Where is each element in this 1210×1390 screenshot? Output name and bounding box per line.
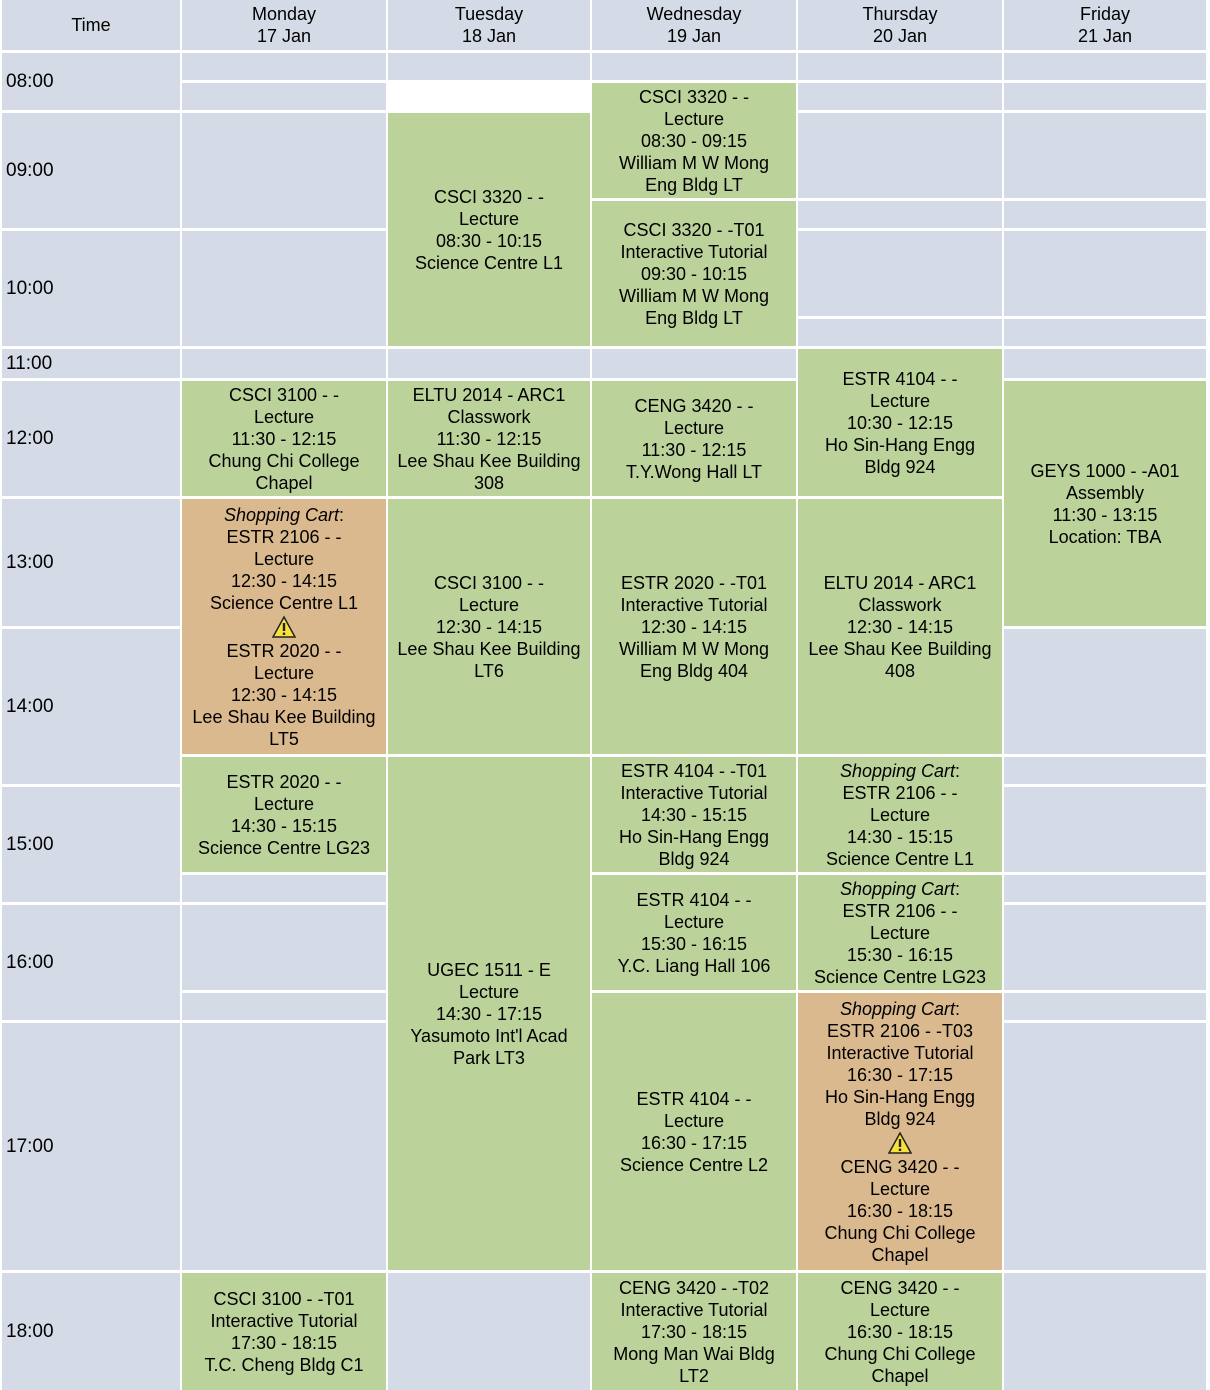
class-type: Lecture xyxy=(663,911,725,932)
day-header-wednesday xyxy=(592,0,796,50)
course-code: CSCI 3320 - - xyxy=(433,186,545,207)
class-location: Science Centre L1 xyxy=(209,592,359,613)
course-code: ESTR 2106 - - xyxy=(842,900,958,921)
class-location: Bldg 924 xyxy=(864,1108,936,1129)
time-label: 15:00 xyxy=(2,787,180,902)
class-type: Lecture xyxy=(869,390,931,411)
course-code: CSCI 3100 - - xyxy=(433,572,545,593)
class-time: 09:30 - 10:15 xyxy=(640,263,748,284)
class-block-fri-geys1000[interactable] xyxy=(1004,381,1206,626)
day-date: 19 Jan xyxy=(666,26,722,46)
class-block-tue-eltu2014[interactable] xyxy=(388,381,590,496)
class-location: Science Centre L1 xyxy=(414,252,564,273)
class-location: Yasumoto Int'l Acad xyxy=(410,1025,568,1046)
empty-slot[interactable] xyxy=(798,113,1002,198)
class-type: Interactive Tutorial xyxy=(620,241,768,262)
class-block-mon-estr2020-lec[interactable] xyxy=(182,757,386,872)
warning-icon xyxy=(272,614,296,640)
class-location: Ho Sin-Hang Engg xyxy=(824,1086,976,1107)
empty-slot[interactable] xyxy=(1004,349,1206,378)
course-code: ESTR 4104 - - xyxy=(842,368,958,389)
time-label: 12:00 xyxy=(2,381,180,496)
empty-slot[interactable] xyxy=(1004,629,1206,754)
class-block-thu-cart-estr2106-b[interactable] xyxy=(798,875,1002,990)
empty-slot[interactable] xyxy=(1004,231,1206,316)
class-location: William M W Mong xyxy=(618,638,769,659)
class-time: 14:30 - 15:15 xyxy=(846,826,954,847)
class-block-wed-csci3320-t01[interactable] xyxy=(592,201,796,346)
day-header-friday xyxy=(1004,0,1206,50)
empty-slot[interactable] xyxy=(1004,757,1206,784)
class-time: 08:30 - 10:15 xyxy=(435,230,543,251)
class-type: Interactive Tutorial xyxy=(620,1299,768,1320)
class-location: Science Centre LG23 xyxy=(813,966,987,987)
empty-slot[interactable] xyxy=(182,905,386,990)
class-time: 14:30 - 17:15 xyxy=(435,1003,543,1024)
class-type: Lecture xyxy=(458,594,520,615)
empty-slot[interactable] xyxy=(182,349,386,378)
day-date: 20 Jan xyxy=(872,26,928,46)
day-header-monday xyxy=(182,0,386,50)
class-location: Lee Shau Kee Building xyxy=(808,638,992,659)
class-block-thu-cart-estr2106-a[interactable] xyxy=(798,757,1002,872)
empty-slot[interactable] xyxy=(1004,875,1206,902)
day-header-tuesday xyxy=(388,0,590,50)
empty-slot[interactable] xyxy=(1004,53,1206,80)
course-code: CENG 3420 - - xyxy=(840,1156,960,1177)
empty-slot[interactable] xyxy=(1004,905,1206,990)
class-block-wed-ceng3420-t02[interactable] xyxy=(592,1273,796,1390)
class-time: 16:30 - 17:15 xyxy=(640,1132,748,1153)
class-location: Ho Sin-Hang Engg xyxy=(618,826,770,847)
class-time: 16:30 - 17:15 xyxy=(846,1064,954,1085)
class-location: Eng Bldg LT xyxy=(645,307,743,328)
class-location: Park LT3 xyxy=(453,1047,525,1068)
warning-icon xyxy=(888,1130,912,1156)
empty-slot[interactable] xyxy=(1004,1023,1206,1270)
time-label: 17:00 xyxy=(2,1023,180,1270)
empty-slot[interactable] xyxy=(1004,201,1206,228)
class-time: 12:30 - 14:15 xyxy=(230,570,338,591)
day-name: Friday xyxy=(1079,4,1130,24)
time-label: 18:00 xyxy=(2,1273,180,1390)
class-type: Lecture xyxy=(869,1299,931,1320)
class-block-wed-estr4104-lec-b[interactable] xyxy=(592,993,796,1270)
class-type: Classwork xyxy=(858,594,942,615)
class-type: Lecture xyxy=(663,108,725,129)
time-label: 16:00 xyxy=(2,905,180,1020)
class-location: Chapel xyxy=(871,1365,929,1386)
day-date: 17 Jan xyxy=(256,26,312,46)
course-code: ESTR 2020 - - xyxy=(226,771,342,792)
class-block-tue-csci3100-lec[interactable] xyxy=(388,499,590,754)
time-label: 10:00 xyxy=(2,231,180,346)
class-location: Ho Sin-Hang Engg xyxy=(824,434,976,455)
empty-slot[interactable] xyxy=(592,349,796,378)
class-type: Lecture xyxy=(253,793,315,814)
empty-slot[interactable] xyxy=(798,319,1002,346)
class-block-mon-csci3100-t01[interactable] xyxy=(182,1273,386,1390)
class-time: 16:30 - 18:15 xyxy=(846,1200,954,1221)
empty-slot[interactable] xyxy=(182,875,386,902)
class-time: 14:30 - 15:15 xyxy=(640,804,748,825)
course-code: ESTR 2020 - -T01 xyxy=(620,572,768,593)
class-time: 11:30 - 12:15 xyxy=(436,428,542,449)
class-location: William M W Mong xyxy=(618,152,769,173)
class-location: Eng Bldg LT xyxy=(645,174,743,195)
course-code: ELTU 2014 - ARC1 xyxy=(412,384,566,405)
empty-slot[interactable] xyxy=(388,1273,590,1390)
shopping-cart-label: Shopping Cart: xyxy=(223,504,345,525)
course-code: ESTR 2106 - -T03 xyxy=(826,1020,974,1041)
class-location: LT5 xyxy=(269,728,299,749)
class-block-thu-estr4104-lec[interactable] xyxy=(798,349,1002,496)
class-block-wed-estr2020-t01[interactable] xyxy=(592,499,796,754)
class-time: 15:30 - 16:15 xyxy=(846,944,954,965)
empty-slot[interactable] xyxy=(182,1023,386,1270)
class-time: 15:30 - 16:15 xyxy=(640,933,748,954)
class-time: 14:30 - 15:15 xyxy=(230,815,338,836)
empty-slot[interactable] xyxy=(1004,83,1206,110)
empty-slot[interactable] xyxy=(798,83,1002,110)
empty-slot[interactable] xyxy=(182,53,386,80)
course-code: CSCI 3320 - -T01 xyxy=(623,219,765,240)
class-location: Bldg 924 xyxy=(658,848,730,869)
class-location: Y.C. Liang Hall 106 xyxy=(617,955,771,976)
course-code: ESTR 4104 - -T01 xyxy=(620,760,768,781)
empty-slot[interactable] xyxy=(182,83,386,110)
empty-slot[interactable] xyxy=(1004,993,1206,1020)
class-location: T.C. Cheng Bldg C1 xyxy=(204,1354,364,1375)
class-location: Chung Chi College xyxy=(208,450,360,471)
empty-slot[interactable] xyxy=(798,231,1002,316)
class-time: 11:30 - 13:15 xyxy=(1052,504,1158,525)
course-code: ESTR 4104 - - xyxy=(636,889,752,910)
class-block-tue-ugec1511[interactable] xyxy=(388,757,590,1270)
course-code: CSCI 3100 - - xyxy=(228,384,340,405)
shopping-cart-label: Shopping Cart: xyxy=(839,878,961,899)
conflict-block-mon[interactable] xyxy=(182,499,386,754)
course-code: ESTR 2106 - - xyxy=(226,526,342,547)
empty-slot[interactable] xyxy=(1004,1273,1206,1390)
time-label: 09:00 xyxy=(2,113,180,228)
class-time: 12:30 - 14:15 xyxy=(640,616,748,637)
course-code: CENG 3420 - - xyxy=(634,395,754,416)
class-block-tue-csci3320-lec[interactable] xyxy=(388,113,590,346)
conflict-block-thu[interactable] xyxy=(798,993,1002,1270)
class-location: Science Centre L1 xyxy=(825,848,975,869)
time-column-header: Time xyxy=(2,0,180,50)
class-location: Location: TBA xyxy=(1048,526,1162,547)
day-date: 18 Jan xyxy=(461,26,517,46)
class-type: Lecture xyxy=(663,1110,725,1131)
time-label: 08:00 xyxy=(2,53,180,110)
class-type: Lecture xyxy=(458,208,520,229)
course-code: CSCI 3320 - - xyxy=(638,86,750,107)
course-code: CENG 3420 - - xyxy=(840,1277,960,1298)
class-type: Interactive Tutorial xyxy=(620,782,768,803)
course-code: ELTU 2014 - ARC1 xyxy=(823,572,977,593)
class-location: Chung Chi College xyxy=(824,1343,976,1364)
class-location: LT6 xyxy=(474,660,504,681)
class-location: Science Centre L2 xyxy=(619,1154,769,1175)
empty-slot[interactable] xyxy=(592,53,796,80)
course-code: CENG 3420 - -T02 xyxy=(618,1277,770,1298)
empty-slot[interactable] xyxy=(182,993,386,1020)
empty-slot[interactable] xyxy=(1004,113,1206,198)
class-type: Interactive Tutorial xyxy=(210,1310,358,1331)
class-block-wed-estr4104-t01[interactable] xyxy=(592,757,796,872)
empty-slot[interactable] xyxy=(182,113,386,228)
day-name: Tuesday xyxy=(454,4,524,24)
class-location: Chapel xyxy=(871,1244,929,1265)
empty-slot[interactable] xyxy=(798,201,1002,228)
class-location: 308 xyxy=(473,472,505,493)
class-type: Assembly xyxy=(1065,482,1145,503)
shopping-cart-label: Shopping Cart: xyxy=(839,760,961,781)
class-type: Lecture xyxy=(253,662,315,683)
course-code: CSCI 3100 - -T01 xyxy=(213,1288,355,1309)
day-name: Wednesday xyxy=(646,4,742,24)
class-type: Interactive Tutorial xyxy=(620,594,768,615)
empty-slot[interactable] xyxy=(1004,319,1206,346)
empty-slot[interactable] xyxy=(798,53,1002,80)
day-name: Thursday xyxy=(862,4,938,24)
day-header-thursday xyxy=(798,0,1002,50)
day-date: 21 Jan xyxy=(1077,26,1133,46)
class-block-wed-csci3320-lec[interactable] xyxy=(592,83,796,198)
class-time: 10:30 - 12:15 xyxy=(846,412,954,433)
class-location: T.Y.Wong Hall LT xyxy=(625,461,763,482)
class-type: Interactive Tutorial xyxy=(826,1042,974,1063)
class-block-mon-csci3100-lec[interactable] xyxy=(182,381,386,496)
class-location: Lee Shau Kee Building xyxy=(397,638,581,659)
class-block-thu-eltu2014[interactable] xyxy=(798,499,1002,754)
class-time: 12:30 - 14:15 xyxy=(435,616,543,637)
class-time: 11:30 - 12:15 xyxy=(641,439,747,460)
time-label: 14:00 xyxy=(2,629,180,784)
class-type: Lecture xyxy=(458,981,520,1002)
class-location: Eng Bldg 404 xyxy=(639,660,749,681)
class-time: 17:30 - 18:15 xyxy=(230,1332,338,1353)
empty-slot[interactable] xyxy=(1004,787,1206,872)
empty-slot[interactable] xyxy=(182,231,386,346)
course-code: ESTR 2020 - - xyxy=(226,640,342,661)
class-location: William M W Mong xyxy=(618,285,769,306)
class-location: LT2 xyxy=(679,1365,709,1386)
course-code: GEYS 1000 - -A01 xyxy=(1030,460,1180,481)
class-time: 12:30 - 14:15 xyxy=(846,616,954,637)
time-label: 11:00 xyxy=(2,349,180,378)
class-location: Chung Chi College xyxy=(824,1222,976,1243)
class-type: Lecture xyxy=(869,804,931,825)
class-time: 08:30 - 09:15 xyxy=(640,130,748,151)
class-type: Lecture xyxy=(869,922,931,943)
class-block-wed-ceng3420-lec[interactable] xyxy=(592,381,796,496)
class-time: 11:30 - 12:15 xyxy=(231,428,337,449)
course-code: ESTR 4104 - - xyxy=(636,1088,752,1109)
class-type: Classwork xyxy=(447,406,531,427)
class-location: Chapel xyxy=(255,472,313,493)
class-block-wed-estr4104-lec-a[interactable] xyxy=(592,875,796,990)
course-code: ESTR 2106 - - xyxy=(842,782,958,803)
class-time: 17:30 - 18:15 xyxy=(640,1321,748,1342)
time-label: 13:00 xyxy=(2,499,180,626)
class-location: Lee Shau Kee Building xyxy=(192,706,376,727)
class-type: Lecture xyxy=(253,406,315,427)
class-time: 12:30 - 14:15 xyxy=(230,684,338,705)
class-time: 16:30 - 18:15 xyxy=(846,1321,954,1342)
day-name: Monday xyxy=(251,4,317,24)
class-type: Lecture xyxy=(253,548,315,569)
class-type: Lecture xyxy=(663,417,725,438)
class-location: Bldg 924 xyxy=(864,456,936,477)
class-type: Lecture xyxy=(869,1178,931,1199)
shopping-cart-label: Shopping Cart: xyxy=(839,998,961,1019)
empty-slot[interactable] xyxy=(388,53,590,80)
class-block-thu-ceng3420-lec[interactable] xyxy=(798,1273,1002,1390)
empty-slot[interactable] xyxy=(388,349,590,378)
course-code: UGEC 1511 - E xyxy=(427,959,551,980)
class-location: Science Centre LG23 xyxy=(197,837,371,858)
class-location: Lee Shau Kee Building xyxy=(397,450,581,471)
class-location: 408 xyxy=(884,660,916,681)
class-location: Mong Man Wai Bldg xyxy=(613,1343,775,1364)
